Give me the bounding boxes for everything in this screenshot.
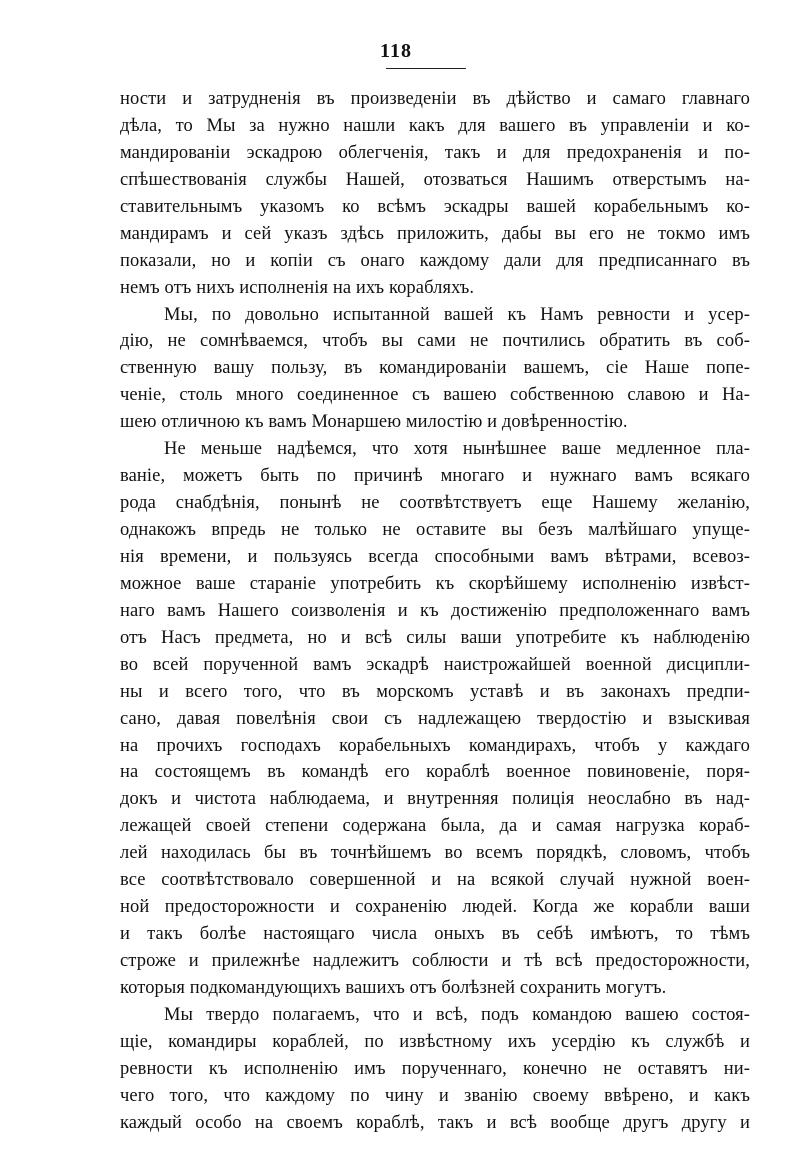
text-line: рода снабдѣнія, понынѣ не соотвѣтствуетъ еще Нашему желанію, — [120, 493, 750, 514]
text-line: ны и всего того, что въ морскомъ уставѣ и въ законахъ предпи- — [120, 681, 750, 702]
text-line: дію, не сомнѣваемся, чтобъ вы сами не почтились обратить въ соб- — [120, 331, 750, 352]
text-line: на прочихъ господахъ корабельныхъ командирахъ, чтобъ у каждаго — [120, 735, 750, 756]
text-line: на состоящемъ въ командѣ его кораблѣ военное повиновеніе, поря- — [120, 762, 750, 783]
text-line: сано, давая повелѣнія свои съ надлежащею твердостію и взыскивая — [120, 708, 750, 729]
text-line: немъ отъ нихъ исполненія на ихъ корабляхъ. — [120, 277, 475, 298]
page-number: 118 — [380, 40, 412, 62]
text-line: во всей порученной вамъ эскадрѣ наистрожайшей военной дисципли- — [120, 654, 750, 675]
text-line: ревности къ исполненію имъ порученнаго, конечно не оставятъ ни- — [120, 1058, 750, 1079]
text-line: ности и затрудненія въ произведеніи въ дѣйство и самаго главнаго — [120, 89, 750, 109]
text-line: ваніе, можетъ быть по причинѣ многаго и нужнаго вамъ всякаго — [120, 466, 750, 487]
text-line: шею отличною къ вамъ Монаршею милостію и довѣренностію. — [120, 412, 628, 433]
text-line: которыя подкомандующихъ вашихъ отъ болѣзней сохранить могутъ. — [120, 977, 667, 998]
text-line: спѣшествованія службы Нашей, отозваться Нашимъ отверстымъ на- — [120, 169, 750, 190]
text-line: однакожъ впредь не только не оставите вы безъ малѣйшаго упуще- — [120, 520, 750, 540]
text-line: лей находилась бы въ точнѣйшемъ во всемъ порядкѣ, словомъ, чтобъ — [120, 843, 750, 864]
paragraph-start-line: Мы твердо полагаемъ, что и всѣ, подъ командою вашею состоя- — [164, 1004, 750, 1025]
text-line: ной предосторожности и сохраненію людей. Когда же корабли ваши — [120, 897, 750, 918]
text-line: щіе, командиры кораблей, по извѣстному ихъ усердію къ службѣ и — [120, 1031, 750, 1052]
text-line: показали, но и копіи съ онаго каждому дали для предписаннаго въ — [120, 250, 750, 271]
text-line: все соотвѣтствовало совершенной и на всякой случай нужной воен- — [120, 870, 750, 891]
body-text — [120, 86, 750, 1137]
text-line: отъ Насъ предмета, но и всѣ силы ваши употребите къ наблюденію — [120, 627, 750, 648]
text-line: наго вамъ Нашего соизволенія и къ достиженію предположеннаго вамъ — [120, 600, 750, 621]
page-number-rule — [386, 68, 466, 69]
text-line: чего того, что каждому по чину и званію своему ввѣрено, и какъ — [120, 1085, 750, 1106]
paragraph-start-line: Мы, по довольно испытанной вашей къ Намъ ревности и усер- — [164, 304, 750, 325]
text-line: мандирамъ и сей указъ здѣсь приложить, дабы вы его не токмо имъ — [120, 223, 750, 244]
text-line: строже и прилежнѣе надлежитъ соблюсти и тѣ всѣ предосторожности, — [120, 951, 750, 971]
text-line: лежащей своей степени содержана была, да и самая нагрузка кораб- — [120, 816, 750, 837]
text-line: докъ и чистота наблюдаема, и внутренняя полиція неослабно въ над- — [120, 789, 750, 810]
text-line: ственную вашу пользу, въ командированіи вашемъ, сіе Наше попе- — [120, 358, 750, 379]
text-line: нія времени, и пользуясь всегда способными вамъ вѣтрами, всевоз- — [120, 546, 750, 567]
text-line: мандированіи эскадрою облегченія, такъ и для предохраненія и по- — [120, 142, 750, 163]
text-line: и такъ болѣе настоящаго числа оныхъ въ себѣ имѣютъ, то тѣмъ — [120, 924, 750, 945]
text-line: дѣла, то Мы за нужно нашли какъ для вашего въ управленіи и ко- — [120, 115, 750, 136]
text-line: ченіе, столь много соединенное съ вашею собственною славою и На- — [120, 385, 750, 406]
text-line: каждый особо на своемъ кораблѣ, такъ и всѣ вообще другъ другу и — [120, 1112, 750, 1133]
paragraph-start-line: Не меньше надѣемся, что хотя нынѣшнее ваше медленное пла- — [164, 439, 750, 460]
text-line: можное ваше стараніе употребить къ скорѣйшему исполненію извѣст- — [120, 573, 750, 594]
text-line: ставительнымъ указомъ ко всѣмъ эскадры вашей корабельнымъ ко- — [120, 196, 750, 217]
